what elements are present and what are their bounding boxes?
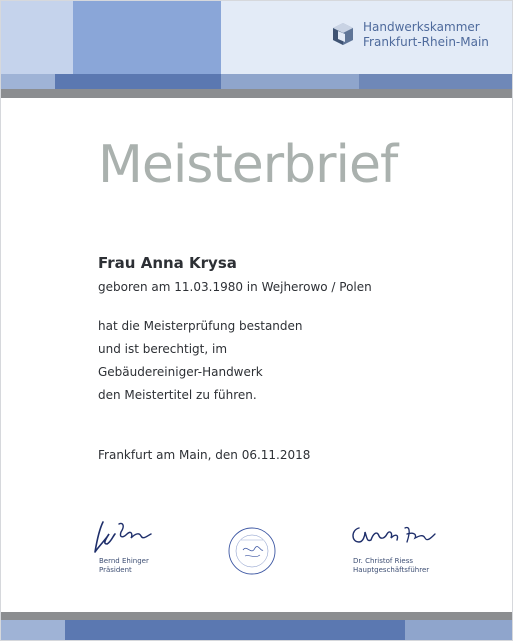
organization-line-2: Frankfurt-Rhein-Main [363, 35, 489, 49]
recipient-name: Frau Anna Krysa [98, 254, 237, 272]
organization-line-1: Handwerkskammer [363, 20, 480, 34]
footer-stripe [65, 620, 405, 640]
signer-left [99, 557, 149, 575]
place-and-date: Frankfurt am Main, den 06.11.2018 [98, 448, 311, 462]
header-band [1, 1, 512, 98]
statement-line: und ist berechtigt, im [98, 342, 228, 356]
statement-text [98, 318, 303, 410]
signer-right-name: Dr. Christof Riess [353, 557, 413, 565]
header-stripe [1, 74, 55, 89]
statement-line: hat die Meisterprüfung bestanden [98, 319, 303, 333]
organization-name [363, 20, 489, 50]
footer-band [1, 612, 512, 640]
header-stripe [55, 74, 221, 89]
birth-line: geboren am 11.03.1980 in Wejherowo / Polen [98, 280, 372, 294]
footer-stripe [1, 620, 65, 640]
footer-gray-rule [1, 612, 512, 620]
signer-left-name: Bernd Ehinger [99, 557, 149, 565]
header-block [1, 1, 73, 74]
header-stripe [221, 74, 359, 89]
footer-stripe [405, 620, 512, 640]
statement-line: Gebäudereiniger-Handwerk [98, 365, 263, 379]
certificate-title: Meisterbrief [98, 135, 398, 195]
header-stripe [359, 74, 512, 89]
signature-right [349, 520, 439, 552]
signer-right [353, 557, 429, 575]
header-block [73, 1, 221, 74]
official-seal-icon [227, 526, 277, 576]
header-gray-rule [1, 89, 512, 98]
signature-left [89, 516, 159, 556]
hwk-cube-icon [331, 22, 355, 46]
statement-line: den Meistertitel zu führen. [98, 388, 257, 402]
signer-right-role: Hauptgeschäftsführer [353, 566, 430, 574]
signer-left-role: Präsident [99, 566, 132, 574]
